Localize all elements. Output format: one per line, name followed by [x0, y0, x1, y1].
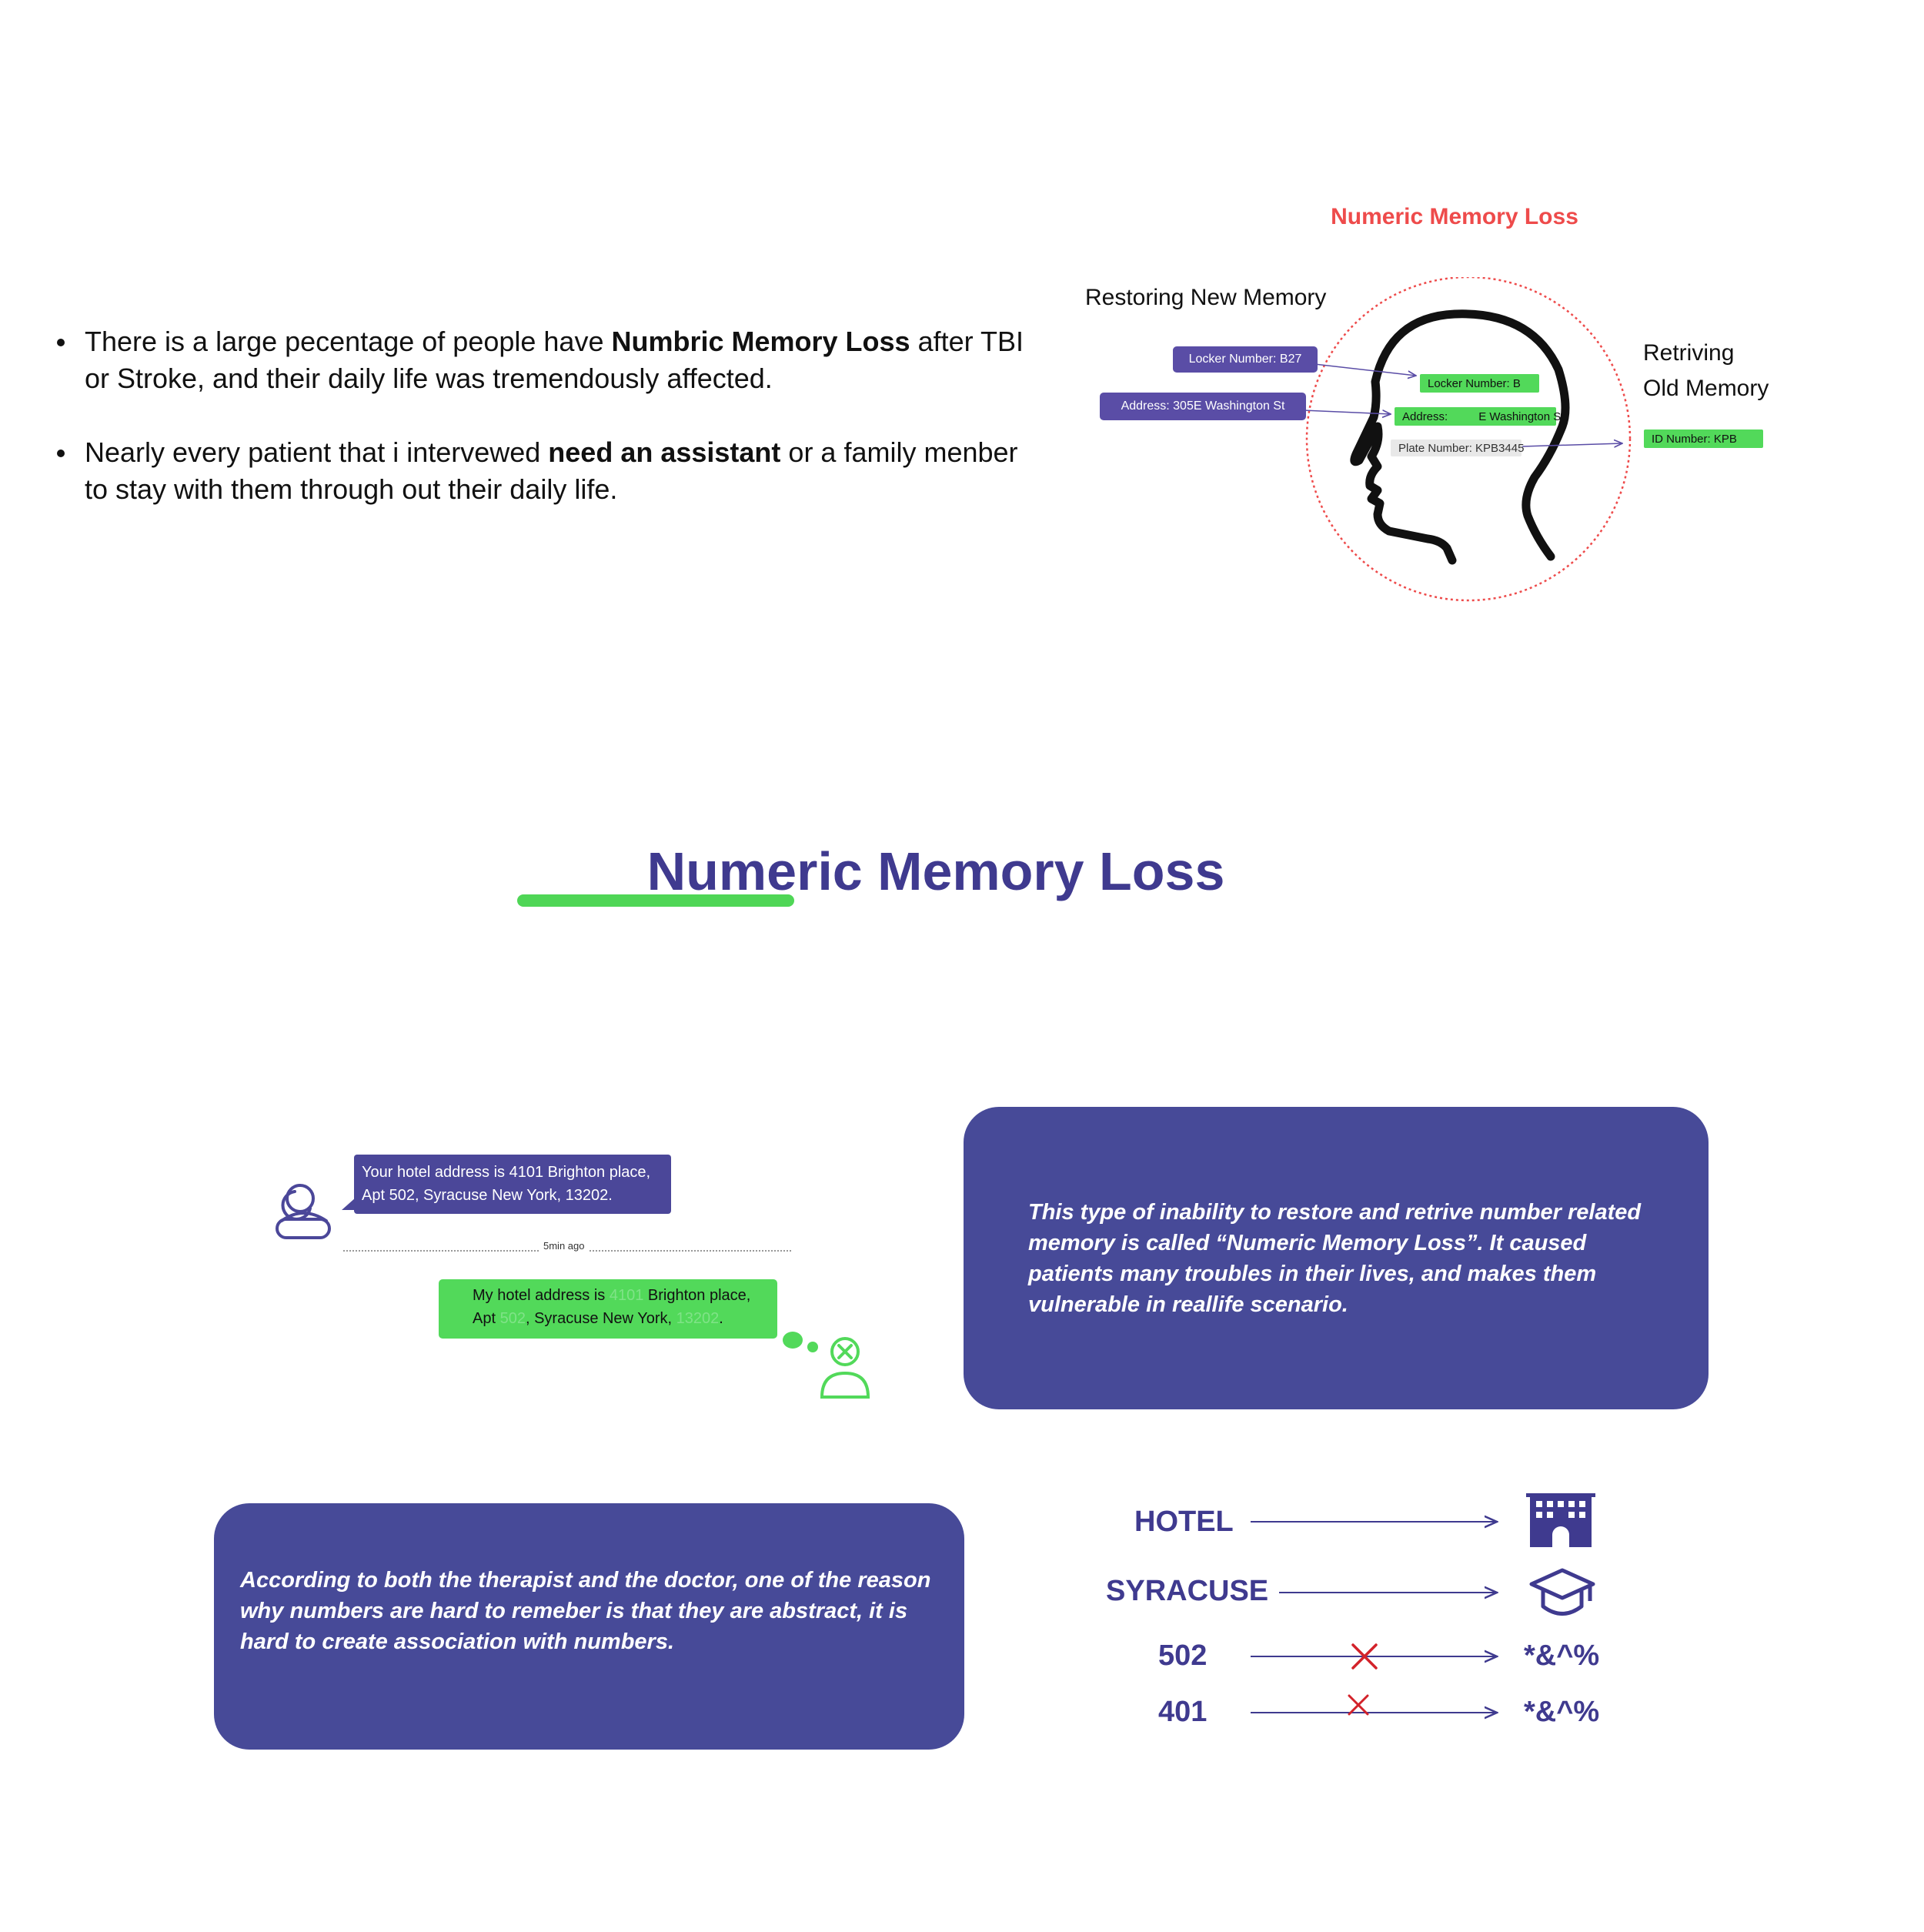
diagram-title: Numeric Memory Loss: [1331, 204, 1578, 229]
reply-message-bubble: [439, 1279, 777, 1339]
confused-patient-icon: [822, 1339, 868, 1397]
reply-text: .: [719, 1310, 723, 1327]
message-timestamp: 5min ago: [539, 1240, 589, 1252]
incoming-message-bubble: [354, 1155, 671, 1214]
bullet-item-1: [54, 323, 1031, 397]
reply-text: , Syracuse New York,: [525, 1310, 676, 1327]
intro-bullet-list: [54, 323, 1031, 545]
address-value: E Washington St: [1478, 409, 1565, 423]
head-profile-icon: [1354, 314, 1565, 560]
address-key: Address:: [1402, 409, 1448, 423]
forgotten-number: 13202: [676, 1310, 720, 1327]
memory-boundary-circle: [1307, 277, 1630, 600]
bullet-text: or a family menber to stay with them through out their daily life.: [85, 436, 1018, 505]
reply-text: Brighton place,: [643, 1287, 751, 1304]
tag-locker-input: Locker Number: B27: [1173, 346, 1318, 373]
message-line: [473, 1307, 770, 1330]
definition-text: This type of inability to restore and retrive number related memory is called “Numeric Memory Loss”. It caused patients many troubles in their lives, and makes them vulnerable in reallife scenario.: [1028, 1199, 1642, 1317]
assoc-word-syracuse: SYRACUSE: [1106, 1575, 1269, 1607]
message-line: [473, 1284, 770, 1307]
reason-text: According to both the therapist and the doctor, one of the reason why numbers are hard to remeber is that they are abstract, it is hard to create association with numbers.: [240, 1568, 931, 1654]
tag-address-input: Address: 305E Washington St: [1100, 393, 1306, 420]
blocked-x-icon: [1349, 1696, 1368, 1714]
restoring-memory-label: Restoring New Memory: [1085, 285, 1327, 310]
message-line: Your hotel address is 4101 Brighton place,: [362, 1164, 651, 1181]
retrieving-label-line: Old Memory: [1643, 376, 1769, 401]
tag-address-stored: [1395, 407, 1565, 426]
forgotten-number: 502: [499, 1310, 526, 1327]
building-icon: [1526, 1493, 1595, 1547]
reason-card: [214, 1503, 964, 1750]
bullet-item-2: [54, 434, 1031, 508]
bullet-emphasis: need an assistant: [548, 436, 781, 468]
assoc-word-502: 502: [1158, 1640, 1208, 1672]
message-line: Apt 502, Syracuse New York, 13202.: [362, 1187, 613, 1204]
bullet-text: after TBI or Stroke, and their daily life was tremendously affected.: [85, 326, 1024, 394]
retrieving-label-line: Retriving: [1643, 340, 1735, 366]
assoc-word-hotel: HOTEL: [1134, 1506, 1234, 1538]
tag-id-retrieved: ID Number: KPB: [1644, 430, 1763, 448]
reply-text: My hotel address is: [473, 1287, 610, 1304]
arrow-locker-in: [1314, 364, 1416, 376]
definition-card: [964, 1107, 1709, 1409]
graduation-cap-icon: [1532, 1570, 1593, 1614]
forgotten-number: 4101: [609, 1287, 644, 1304]
bullet-dot: [57, 450, 65, 457]
tag-locker-stored: Locker Number: B: [1420, 374, 1539, 393]
tag-plate-stored: Plate Number: KPB3445: [1391, 440, 1521, 456]
bullet-emphasis: Numbric Memory Loss: [611, 326, 910, 357]
assoc-target-502: *&^%: [1524, 1640, 1600, 1672]
bullet-dot: [57, 339, 65, 346]
arrow-id-out: [1522, 443, 1622, 446]
bullet-text: There is a large pecentage of people have: [85, 326, 612, 357]
assoc-word-401: 401: [1158, 1696, 1208, 1728]
assoc-target-401: *&^%: [1524, 1696, 1600, 1728]
section-heading: Numeric Memory Loss: [646, 841, 1225, 901]
reply-text: Apt: [473, 1310, 500, 1327]
association-diagram: [1108, 1486, 1616, 1740]
thought-dots: [783, 1332, 818, 1352]
assistant-person-icon: [277, 1185, 329, 1238]
bullet-text: Nearly every patient that i intervewed: [85, 436, 549, 468]
